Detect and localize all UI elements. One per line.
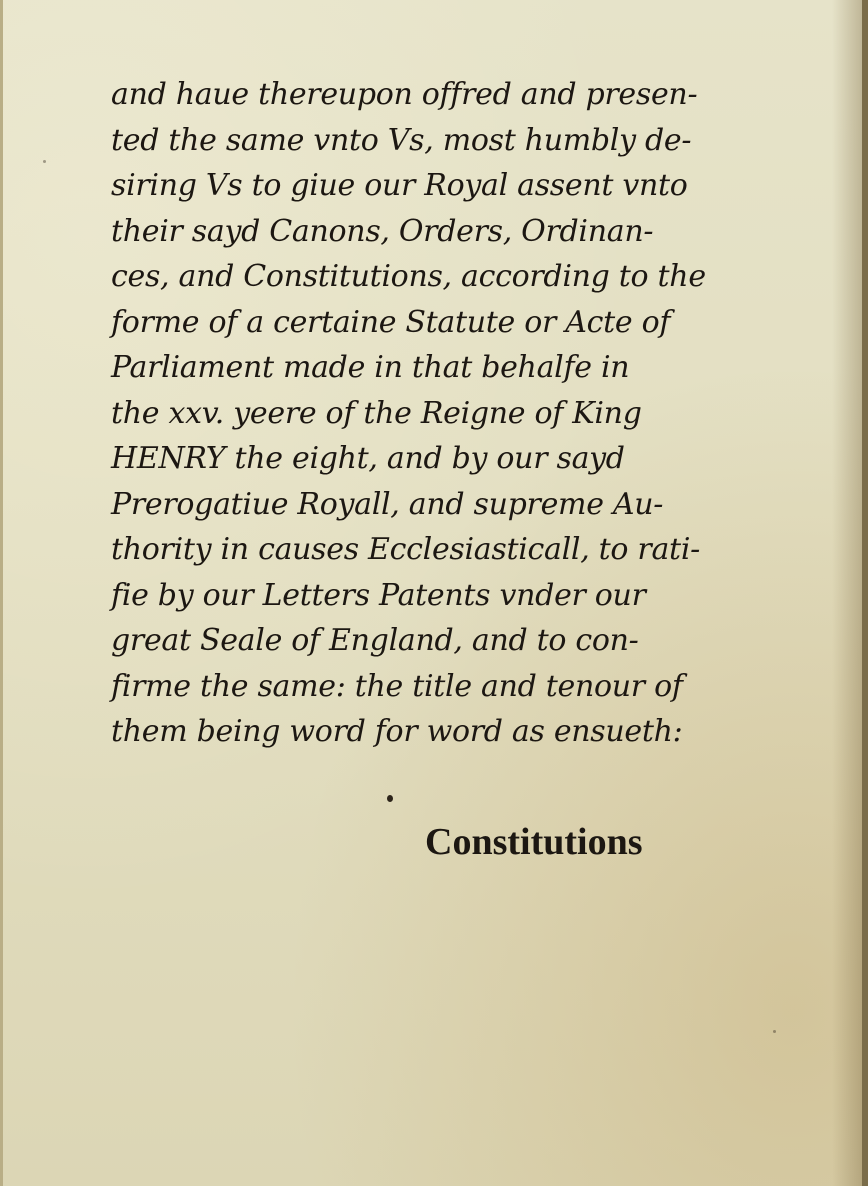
- text-line: forme of a certaine Statute or Acte of: [111, 304, 671, 340]
- ink-speck: [387, 795, 393, 802]
- text-line: Parliament made in that behalfe in: [111, 350, 630, 385]
- text-line: the xxv. yeere of the Reigne of King: [111, 395, 642, 431]
- text-line: HENRY the eight, and by our sayd: [111, 441, 625, 476]
- text-line: Prerogatiue Royall, and supreme Au-: [111, 486, 664, 522]
- text-line: their sayd Canons, Orders, Ordinan-: [111, 213, 654, 249]
- text-line: siring Vs to giue our Royal assent vnto: [111, 168, 688, 203]
- catchword: Constitutions: [425, 821, 643, 863]
- text-line: ces, and Constitutions, according to the: [111, 259, 706, 294]
- ink-speck: [773, 1030, 776, 1033]
- text-line: and haue thereupon offred and presen-: [111, 77, 698, 112]
- text-line: ted the same vnto Vs, most humbly de-: [111, 122, 692, 158]
- body-text: [111, 72, 706, 755]
- text-line: great Seale of England, and to con-: [111, 623, 639, 658]
- text-line: thority in causes Ecclesiasticall, to rati-: [111, 532, 700, 567]
- ink-speck: [43, 160, 46, 163]
- page-edge-shadow: [832, 0, 862, 1186]
- text-line: firme the same: the title and tenour of: [111, 668, 683, 704]
- text-line: fie by our Letters Patents vnder our: [111, 577, 646, 613]
- text-line: them being word for word as ensueth:: [111, 714, 683, 749]
